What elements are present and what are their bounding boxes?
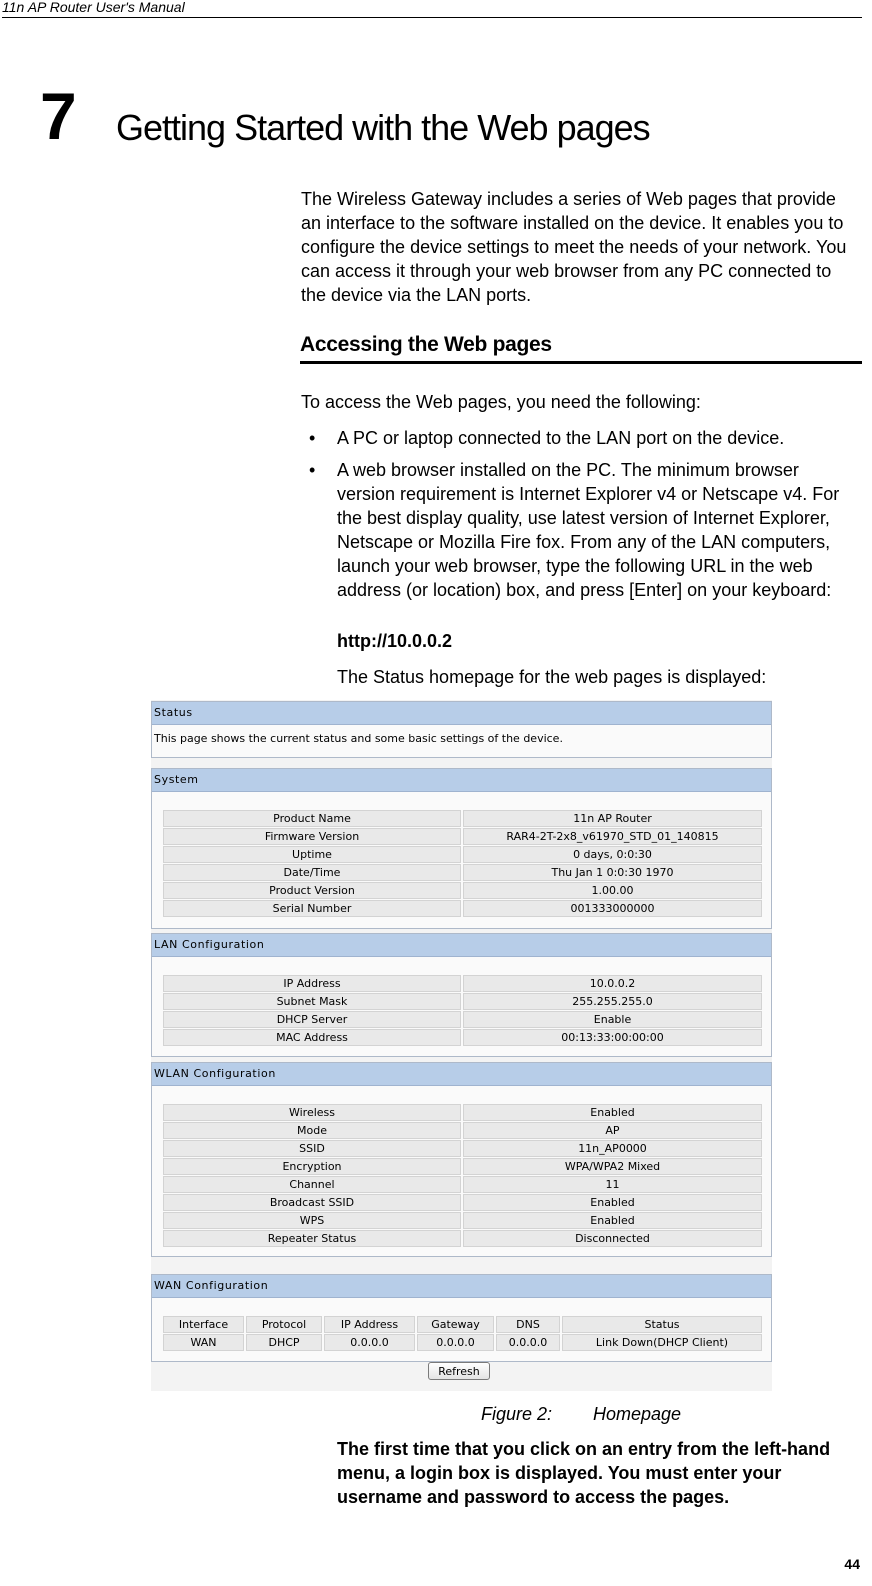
figure-label: Figure 2: (481, 1404, 553, 1424)
table-key: Product Version (163, 882, 461, 899)
table-value: Enable (463, 1011, 762, 1028)
table-key: Broadcast SSID (163, 1194, 461, 1211)
lan-table (163, 974, 762, 1046)
table-key: Firmware Version (163, 828, 461, 845)
chapter-title: Getting Started with the Web pages (116, 107, 650, 148)
wlan-table (163, 1103, 762, 1247)
table-key: Uptime (163, 846, 461, 863)
table-value: WPA/WPA2 Mixed (463, 1158, 762, 1175)
wan-column-header: Status (562, 1316, 762, 1333)
wlan-panel-title: WLAN Configuration (152, 1063, 771, 1086)
table-key: Repeater Status (163, 1230, 461, 1247)
section-heading: Accessing the Web pages (300, 331, 862, 364)
login-note: The first time that you click on an entry from the left-hand menu, a login box is displayed. You must enter your username and password to access the pages. (337, 1439, 831, 1507)
wan-panel-title: WAN Configuration (152, 1275, 771, 1298)
table-key: Subnet Mask (163, 993, 461, 1010)
table-row (163, 827, 762, 845)
section-lead: To access the Web pages, you need the following: (301, 392, 701, 412)
table-key: Channel (163, 1176, 461, 1193)
table-value: 1.00.00 (463, 882, 762, 899)
wan-cell: 0.0.0.0 (496, 1334, 560, 1351)
wan-panel (151, 1274, 772, 1362)
table-row (163, 1175, 762, 1193)
table-key: Serial Number (163, 900, 461, 917)
table-row (163, 845, 762, 863)
wan-column-header: IP Address (324, 1316, 415, 1333)
status-description: This page shows the current status and some basic settings of the device. (154, 732, 563, 745)
running-header: 11n AP Router User's Manual (2, 0, 862, 18)
wlan-panel (151, 1062, 772, 1257)
wan-column-header: DNS (496, 1316, 560, 1333)
table-value: 00:13:33:00:00:00 (463, 1029, 762, 1046)
table-value: AP (463, 1122, 762, 1139)
bullet-marker: • (309, 428, 316, 448)
table-key: DHCP Server (163, 1011, 461, 1028)
table-value: 11 (463, 1176, 762, 1193)
status-homepage-sentence: The Status homepage for the web pages is displayed: (337, 667, 767, 687)
wan-header-row (163, 1316, 762, 1334)
table-value: 255.255.255.0 (463, 993, 762, 1010)
table-key: IP Address (163, 975, 461, 992)
page-number: 44 (844, 1556, 860, 1572)
wan-column-header: Protocol (246, 1316, 322, 1333)
wan-column-header: Gateway (417, 1316, 494, 1333)
refresh-button[interactable]: Refresh (428, 1362, 490, 1380)
table-value: 11n AP Router (463, 810, 762, 827)
table-key: Encryption (163, 1158, 461, 1175)
table-row (163, 1229, 762, 1247)
table-value: Enabled (463, 1212, 762, 1229)
wan-cell: WAN (163, 1334, 244, 1351)
table-row (163, 881, 762, 899)
bullet-text: A PC or laptop connected to the LAN port on the device. (337, 428, 785, 448)
wan-cell: 0.0.0.0 (324, 1334, 415, 1351)
wan-column-header: Interface (163, 1316, 244, 1333)
table-row (163, 1157, 762, 1175)
table-value: 11n_AP0000 (463, 1140, 762, 1157)
table-row (163, 863, 762, 881)
table-key: SSID (163, 1140, 461, 1157)
status-panel-title: Status (152, 702, 771, 725)
table-row (163, 1010, 762, 1028)
table-row (163, 1028, 762, 1046)
status-panel (151, 701, 772, 758)
wan-cell: Link Down(DHCP Client) (562, 1334, 762, 1351)
table-row (163, 1193, 762, 1211)
table-value: 0 days, 0:0:30 (463, 846, 762, 863)
table-row (163, 1121, 762, 1139)
table-value: 001333000000 (463, 900, 762, 917)
figure-caption (481, 1403, 681, 1425)
table-row (163, 1103, 762, 1121)
table-key: Wireless (163, 1104, 461, 1121)
table-value: RAR4-2T-2x8_v61970_STD_01_140815 (463, 828, 762, 845)
status-page-screenshot (151, 700, 772, 1391)
table-row (163, 1139, 762, 1157)
wan-cell: DHCP (246, 1334, 322, 1351)
system-panel (151, 768, 772, 929)
table-key: Mode (163, 1122, 461, 1139)
table-value: Disconnected (463, 1230, 762, 1247)
table-row (163, 974, 762, 992)
table-row (163, 899, 762, 917)
table-value: Enabled (463, 1104, 762, 1121)
system-table (163, 809, 762, 917)
wan-cell: 0.0.0.0 (417, 1334, 494, 1351)
lan-panel (151, 933, 772, 1057)
router-url: http://10.0.0.2 (337, 631, 453, 651)
table-key: WPS (163, 1212, 461, 1229)
chapter-number: 7 (40, 79, 76, 153)
table-key: Date/Time (163, 864, 461, 881)
figure-title: Homepage (593, 1404, 682, 1424)
bullet-marker: • (309, 460, 316, 480)
lan-panel-title: LAN Configuration (152, 934, 771, 957)
table-row (163, 809, 762, 827)
system-panel-title: System (152, 769, 771, 792)
intro-paragraph: The Wireless Gateway includes a series of Web pages that provide an interface to the software installed on the device. It enables you to configure the device settings to meet the needs of your network. You can access it through your web browser from any PC connected to the device via the LAN ports. (301, 189, 847, 305)
table-row (163, 1211, 762, 1229)
bullet-text: A web browser installed on the PC. The minimum browser version requirement is Internet Explorer v4 or Netscape v4. For the best display quality, use latest version of Internet Explorer, Netscape or Mozilla Fire fox. From any of the LAN computers, launch your web browser, type the following URL in the web address (or location) box, and press [Enter] on your keyboard: (337, 460, 840, 600)
table-row (163, 1334, 762, 1352)
table-row (163, 992, 762, 1010)
table-key: MAC Address (163, 1029, 461, 1046)
table-value: Enabled (463, 1194, 762, 1211)
table-value: 10.0.0.2 (463, 975, 762, 992)
table-key: Product Name (163, 810, 461, 827)
table-value: Thu Jan 1 0:0:30 1970 (463, 864, 762, 881)
